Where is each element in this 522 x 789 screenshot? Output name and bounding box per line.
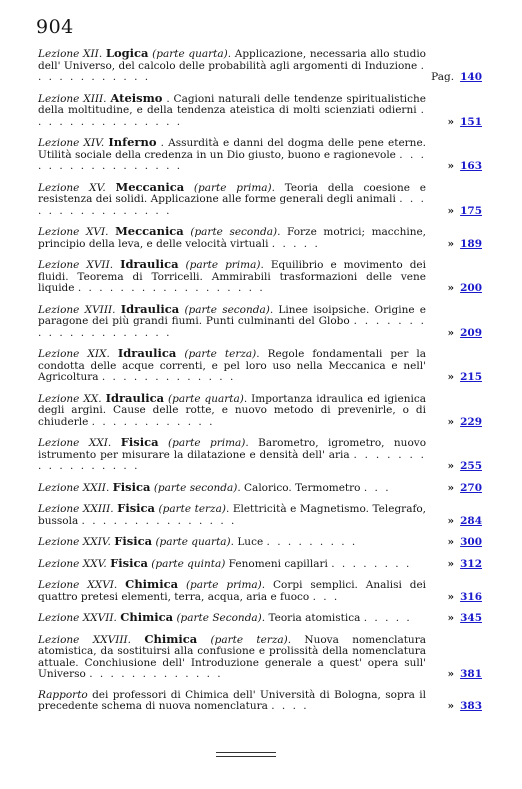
page-reference — [448, 483, 482, 495]
ditto-marker: » — [447, 160, 455, 172]
toc-entry — [38, 612, 482, 625]
closing-rule — [216, 756, 276, 757]
lesson-number: Lezione XIV. — [38, 137, 105, 149]
dot-leader: . . . . . . . . . . . . . . . . . . — [77, 282, 265, 294]
lesson-subject: Chimica — [120, 610, 174, 624]
lesson-subject: Ateismo — [110, 90, 163, 105]
page-reference — [448, 206, 482, 218]
lesson-subject: Fisica — [114, 534, 153, 548]
dot-leader: . . . . . . . . — [331, 557, 412, 570]
dot-leader: . . . . — [271, 700, 309, 712]
entry-text — [38, 226, 426, 250]
dot-leader: . . . . . . . . . . . . . . . . . . . . — [38, 315, 427, 339]
lesson-subject: Chimica — [144, 631, 198, 646]
lesson-part: (parte seconda) — [190, 226, 278, 238]
ditto-marker: » — [447, 204, 455, 217]
lesson-part: (parte quarta) — [168, 392, 244, 405]
dot-leader: . . . . . — [271, 237, 320, 250]
lesson-part: (parte prima) — [185, 259, 261, 271]
page-reference — [448, 669, 482, 681]
page-link[interactable]: 215 — [460, 371, 482, 383]
page-link[interactable]: 300 — [460, 536, 482, 548]
lesson-subject: Logica — [105, 46, 149, 60]
toc-entry — [38, 437, 482, 473]
page-reference — [448, 613, 482, 625]
lesson-part: (parte quarta) — [155, 536, 231, 548]
page-link[interactable]: 284 — [460, 514, 482, 527]
lesson-number: Lezione XVII. — [38, 259, 114, 271]
ditto-marker: » — [447, 115, 455, 128]
dot-leader: . . . . . . . . . . . . . . . . — [38, 193, 426, 217]
ditto-marker: » — [447, 237, 455, 250]
lesson-part: (parte Seconda) — [176, 612, 262, 624]
entry-text — [38, 503, 426, 527]
lesson-number: Lezione XIII. — [38, 92, 107, 105]
toc-entry — [38, 48, 482, 84]
toc-entry — [38, 90, 482, 129]
lesson-part: (parte seconda) — [153, 481, 238, 494]
ditto-marker: » — [447, 612, 455, 624]
lesson-number: Lezione XXII. — [38, 481, 110, 494]
dot-leader: . . . . . . . . . — [266, 536, 358, 548]
report-description: dei professori di Chimica dell' Università di Bologna, sopra il precedente schema di nuova nomenclatura — [38, 688, 426, 712]
toc-entry — [38, 503, 482, 527]
lesson-part: (parte terza) — [158, 503, 226, 515]
dot-leader: . . . . . . . . . . . . . . . . . — [38, 448, 427, 472]
entry-text — [38, 631, 426, 681]
lesson-number: Lezione XXVII. — [38, 612, 117, 624]
ditto-marker: » — [447, 536, 455, 548]
lesson-subject: Idraulica — [105, 390, 165, 405]
lesson-subject: Inferno — [108, 135, 157, 149]
dot-leader: . . . — [363, 481, 391, 494]
lesson-description: . Assurdità e danni del dogma delle pene eterne. Utilità sociale della credenza in un Dio giusto, buono e ragionevole — [38, 137, 426, 161]
lesson-subject: Chimica — [125, 577, 179, 591]
page-reference — [448, 701, 482, 713]
lesson-subject: Idraulica — [120, 257, 179, 271]
page-reference — [448, 239, 482, 251]
lesson-subject: Idraulica — [120, 301, 180, 316]
entry-text — [38, 48, 426, 84]
dot-leader: . . . . . . . . . . . . — [91, 415, 215, 428]
ditto-marker: » — [447, 590, 455, 603]
page-reference — [448, 372, 482, 384]
lesson-part: (parte prima) — [185, 579, 262, 591]
lesson-description: . Corpi semplici. Analisi dei quattro pretesi elementi, terra, acqua, aria e fuoco — [38, 579, 427, 603]
entry-text — [38, 555, 426, 571]
dot-leader: . . . . . . . . . . . . . . . . . — [38, 148, 426, 172]
entry-text — [38, 259, 426, 295]
page-reference — [448, 592, 482, 604]
page-link[interactable]: 345 — [460, 612, 482, 624]
lesson-part: (parte terza) — [184, 348, 257, 360]
dot-leader: . . . . . . . . . . . . . — [101, 371, 236, 383]
page-link[interactable]: 175 — [460, 204, 482, 217]
toc-entry — [38, 631, 482, 681]
page-link[interactable]: 312 — [460, 557, 482, 570]
entry-text — [38, 437, 426, 473]
entry-text — [38, 690, 426, 713]
lesson-part: (parte terza) — [210, 633, 288, 646]
dot-leader: . . . . . . . . . . . . . . . — [38, 104, 427, 128]
lesson-description: Fenomeni capillari — [225, 557, 328, 570]
lesson-number: Lezione XXV. — [38, 557, 107, 570]
page-link[interactable]: 383 — [460, 700, 482, 712]
page-number: 904 — [36, 16, 74, 38]
page-link[interactable]: 270 — [460, 481, 482, 494]
lesson-subject: Fisica — [117, 501, 156, 515]
toc-entry — [38, 536, 482, 549]
ditto-marker: » — [447, 557, 455, 570]
toc-entry — [38, 348, 482, 384]
entry-text — [38, 348, 426, 384]
lesson-number: Lezione XXIV. — [38, 536, 111, 548]
ditto-marker: » — [447, 415, 455, 428]
lesson-description: . Teoria atomistica — [261, 612, 361, 624]
lesson-description: . Luce — [230, 536, 264, 548]
lesson-part: (parte quinta) — [151, 557, 226, 570]
page-link[interactable]: 209 — [460, 326, 482, 339]
lesson-description: . Forze motrici; macchine, principio della leva, e delle velocità virtuali — [38, 226, 427, 250]
page-link[interactable]: 200 — [460, 282, 482, 294]
page-link[interactable]: 316 — [460, 590, 482, 603]
page-link[interactable]: 189 — [460, 237, 482, 250]
lesson-description: . Equilibrio e movimento dei fluidi. Teorema di Torricelli. Ammirabili trasformazioni delle vene liquide — [38, 259, 426, 294]
lesson-part: (parte quarta) — [152, 48, 228, 60]
dot-leader: . . . . . . . . . . . . — [38, 59, 426, 83]
dot-leader: . . . . . . . . . . . . . — [89, 668, 223, 680]
ditto-marker: » — [447, 326, 455, 339]
page-prefix: Pag. — [431, 71, 455, 83]
lesson-description: . Nuova nomenclatura atomistica, da sostituirsi alla confusione e prolissità della nomenclatura attuale. Conchiusione dell' Introduzione generale a quest' opera sull' Universo — [38, 633, 426, 680]
lesson-number: Lezione XII. — [38, 48, 103, 60]
toc-entry — [38, 259, 482, 295]
toc-entry — [38, 226, 482, 250]
lesson-subject: Meccanica — [115, 179, 185, 194]
lesson-number: Lezione XXI. — [38, 437, 112, 449]
lesson-description: . Barometro, igrometro, nuovo istrumento per misurare la dilatazione e densità dell' aria — [38, 437, 427, 461]
lesson-description: . Elettricità e Magnetismo. Telegrafo, bussola — [38, 503, 426, 527]
lesson-subject: Fisica — [120, 435, 159, 449]
closing-rule — [216, 752, 276, 753]
lesson-number: Lezione XV. — [38, 181, 106, 194]
lesson-number: Lezione XX. — [38, 392, 102, 405]
lesson-number: Lezione XXIII. — [38, 503, 114, 515]
entry-text — [38, 390, 427, 429]
ditto-marker: » — [447, 481, 455, 494]
lesson-description: . Regole fondamentali per la condotta delle acque correnti, e pel loro uso nella Meccanica e nell' Agricoltura — [38, 348, 426, 383]
lesson-number: Lezione XXVIII. — [38, 633, 132, 646]
page-reference — [448, 516, 482, 528]
ditto-marker: » — [447, 460, 455, 472]
entry-text — [38, 137, 426, 173]
ditto-marker: » — [447, 371, 455, 383]
entry-text — [38, 179, 426, 218]
lesson-subject: Meccanica — [115, 224, 184, 238]
entry-text — [38, 301, 427, 340]
report-label: Rapporto — [38, 688, 88, 701]
lesson-subject: Fisica — [110, 555, 148, 570]
lesson-part: (parte prima) — [168, 437, 246, 449]
page-link[interactable]: 163 — [460, 160, 482, 172]
page-reference — [448, 559, 482, 571]
entry-text — [38, 536, 426, 549]
toc-entry — [38, 301, 482, 340]
toc-entry — [38, 179, 482, 218]
entry-text — [38, 90, 427, 129]
page-link[interactable]: 255 — [460, 460, 482, 472]
toc-entry — [38, 579, 482, 603]
lesson-number: Lezione XVI. — [38, 226, 109, 238]
page-reference — [448, 283, 482, 295]
lesson-number: Lezione XXVI. — [38, 579, 118, 591]
page-link[interactable]: 381 — [460, 668, 482, 680]
lesson-part: (parte seconda) — [184, 303, 270, 316]
page-reference — [448, 417, 482, 429]
page-link[interactable]: 151 — [460, 115, 482, 128]
dot-leader: . . . . . — [363, 612, 412, 624]
lesson-part: (parte prima) — [193, 181, 272, 194]
lesson-subject: Fisica — [112, 479, 151, 494]
page-reference — [448, 161, 482, 173]
lesson-description: . Linee isoipsiche. Origine e paragone dei più grandi fiumi. Punti culminanti del Globo — [38, 303, 427, 327]
page-link[interactable]: 140 — [460, 71, 482, 83]
toc-entry — [38, 555, 482, 571]
page-reference — [448, 537, 482, 549]
toc-entry — [38, 690, 482, 713]
lesson-description: . Applicazione, necessaria allo studio dell' Universo, del calcolo delle probabilità agli argomenti di Induzione — [38, 48, 427, 72]
page-reference — [448, 117, 482, 129]
page-reference — [431, 72, 482, 84]
entry-text — [38, 479, 426, 495]
table-of-contents — [38, 48, 482, 722]
toc-entry — [38, 137, 482, 173]
toc-entry — [38, 479, 482, 495]
toc-entry — [38, 390, 482, 429]
lesson-description: . Calorico. Termometro — [237, 481, 361, 494]
lesson-number: Lezione XIX. — [38, 348, 110, 360]
ditto-marker: » — [447, 282, 455, 294]
ditto-marker: » — [447, 514, 455, 527]
page-reference — [448, 328, 482, 340]
lesson-description: . Importanza idraulica ed igienica degli argini. Cause delle rotte, e nuovo metodo di prevenirle, o di chiuderle — [38, 392, 427, 428]
page-link[interactable]: 229 — [460, 415, 482, 428]
entry-text — [38, 579, 426, 603]
lesson-description: . Cagioni naturali delle tendenze spiritualistiche della moltitudine, e della tendenza ateistica di molti scienziati odierni — [38, 92, 427, 116]
ditto-marker: » — [447, 700, 455, 712]
ditto-marker: » — [447, 668, 455, 680]
entry-text — [38, 612, 426, 625]
lesson-subject: Idraulica — [117, 346, 177, 360]
lesson-description: . Teoria della coesione e resistenza dei solidi. Applicazione alle forme generali degli animali — [38, 181, 426, 205]
dot-leader: . . . — [312, 590, 340, 603]
page-reference — [448, 461, 482, 473]
dot-leader: . . . . . . . . . . . . . . . — [81, 514, 237, 527]
lesson-number: Lezione XVIII. — [38, 303, 116, 316]
